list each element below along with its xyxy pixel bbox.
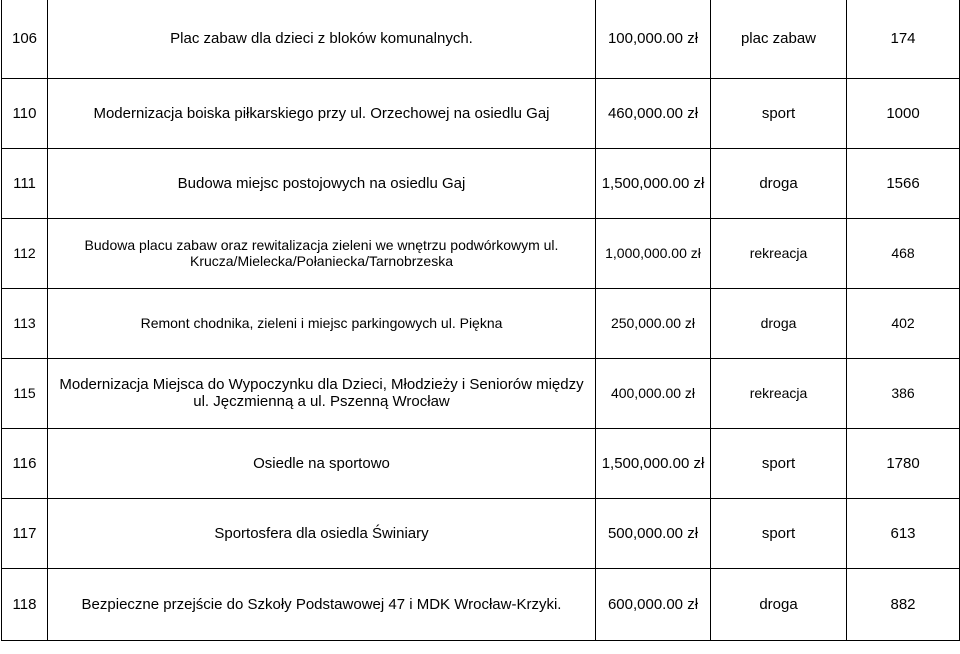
project-name-cell: Bezpieczne przejście do Szkoły Podstawowej 47 i MDK Wrocław-Krzyki. bbox=[48, 568, 596, 640]
project-votes-cell: 402 bbox=[847, 288, 960, 358]
project-votes-cell: 1780 bbox=[847, 428, 960, 498]
project-name-cell: Sportosfera dla osiedla Świniary bbox=[48, 498, 596, 568]
project-name-cell: Modernizacja Miejsca do Wypoczynku dla Dzieci, Młodzieży i Seniorów między ul. Jęczmienną a ul. Pszenną Wrocław bbox=[48, 358, 596, 428]
table-row bbox=[2, 358, 960, 428]
project-amount-cell: 460,000.00 zł bbox=[596, 78, 711, 148]
project-id-cell: 116 bbox=[2, 428, 48, 498]
project-name-cell: Budowa placu zabaw oraz rewitalizacja zieleni we wnętrzu podwórkowym ul. Krucza/Mielecka/Połaniecka/Tarnobrzeska bbox=[48, 218, 596, 288]
project-votes-cell: 882 bbox=[847, 568, 960, 640]
project-amount-cell: 500,000.00 zł bbox=[596, 498, 711, 568]
project-votes-cell: 386 bbox=[847, 358, 960, 428]
project-votes-cell: 613 bbox=[847, 498, 960, 568]
project-id-cell: 111 bbox=[2, 148, 48, 218]
project-votes-cell: 1566 bbox=[847, 148, 960, 218]
project-id-cell: 112 bbox=[2, 218, 48, 288]
project-amount-cell: 1,000,000.00 zł bbox=[596, 218, 711, 288]
table-row bbox=[2, 0, 960, 78]
project-name-cell: Osiedle na sportowo bbox=[48, 428, 596, 498]
project-id-cell: 106 bbox=[2, 0, 48, 78]
project-category-cell: droga bbox=[711, 148, 847, 218]
project-votes-cell: 468 bbox=[847, 218, 960, 288]
project-id-cell: 115 bbox=[2, 358, 48, 428]
project-name-cell: Plac zabaw dla dzieci z bloków komunalnych. bbox=[48, 0, 596, 78]
project-category-cell: sport bbox=[711, 498, 847, 568]
project-category-cell: droga bbox=[711, 288, 847, 358]
project-category-cell: rekreacja bbox=[711, 358, 847, 428]
project-amount-cell: 100,000.00 zł bbox=[596, 0, 711, 78]
table-row bbox=[2, 498, 960, 568]
project-amount-cell: 1,500,000.00 zł bbox=[596, 148, 711, 218]
project-amount-cell: 400,000.00 zł bbox=[596, 358, 711, 428]
project-amount-cell: 250,000.00 zł bbox=[596, 288, 711, 358]
project-name-cell: Budowa miejsc postojowych na osiedlu Gaj bbox=[48, 148, 596, 218]
table-row bbox=[2, 78, 960, 148]
project-category-cell: sport bbox=[711, 78, 847, 148]
project-amount-cell: 600,000.00 zł bbox=[596, 568, 711, 640]
project-category-cell: sport bbox=[711, 428, 847, 498]
project-id-cell: 117 bbox=[2, 498, 48, 568]
project-id-cell: 110 bbox=[2, 78, 48, 148]
project-id-cell: 118 bbox=[2, 568, 48, 640]
project-amount-cell: 1,500,000.00 zł bbox=[596, 428, 711, 498]
project-votes-cell: 174 bbox=[847, 0, 960, 78]
project-votes-cell: 1000 bbox=[847, 78, 960, 148]
project-name-cell: Remont chodnika, zieleni i miejsc parkingowych ul. Piękna bbox=[48, 288, 596, 358]
project-id-cell: 113 bbox=[2, 288, 48, 358]
table-row bbox=[2, 218, 960, 288]
table-row bbox=[2, 428, 960, 498]
table-row bbox=[2, 288, 960, 358]
project-category-cell: droga bbox=[711, 568, 847, 640]
projects-table bbox=[1, 0, 960, 641]
project-category-cell: plac zabaw bbox=[711, 0, 847, 78]
table-row bbox=[2, 148, 960, 218]
project-category-cell: rekreacja bbox=[711, 218, 847, 288]
table-row bbox=[2, 568, 960, 640]
project-name-cell: Modernizacja boiska piłkarskiego przy ul. Orzechowej na osiedlu Gaj bbox=[48, 78, 596, 148]
